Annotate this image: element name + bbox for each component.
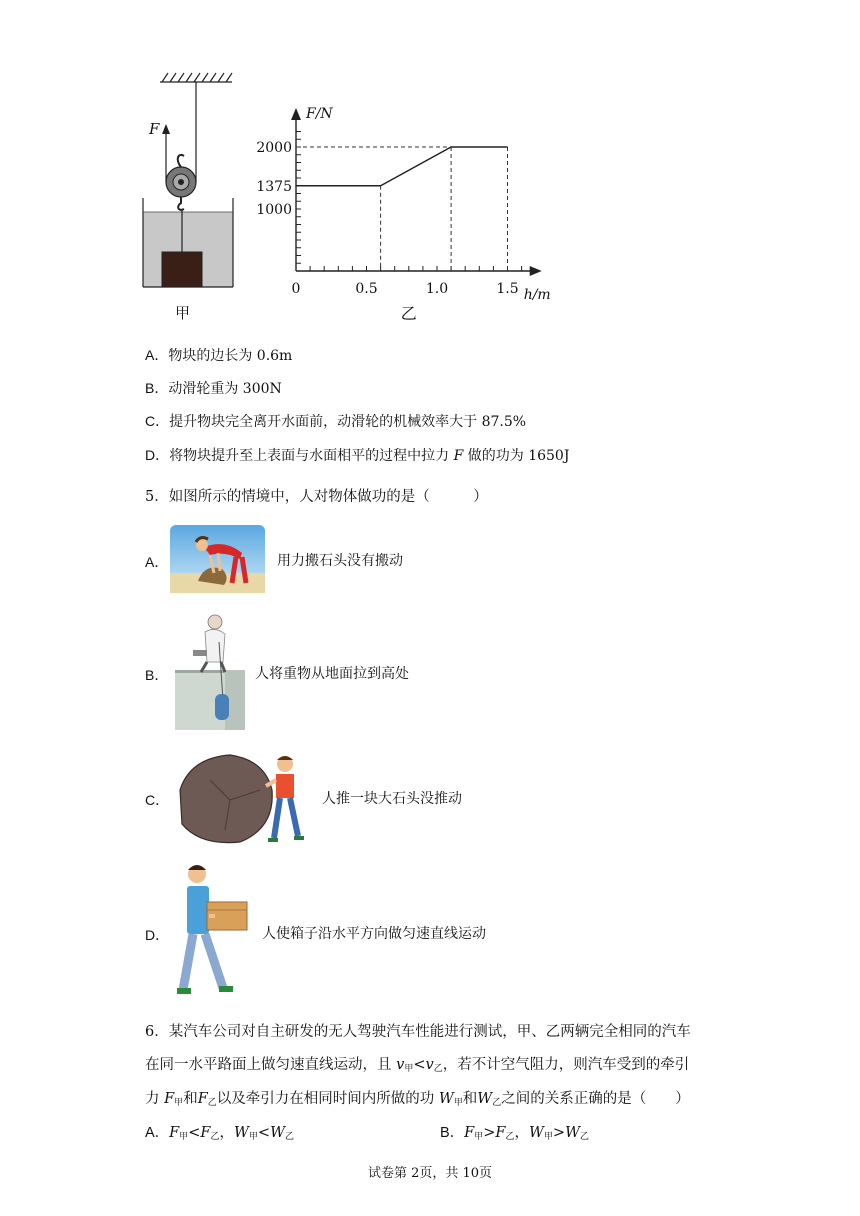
y-tick-label: 1375 <box>256 178 292 195</box>
x-tick-label: 0 <box>291 281 301 297</box>
q5-option-a-key: A． <box>145 554 169 570</box>
q4-option-a: A．物块的边长为 0.6m <box>145 347 293 364</box>
chart-caption: 乙 <box>400 304 417 323</box>
picture-carrying-box <box>175 862 255 1002</box>
x-tick-label: 0.5 <box>355 281 378 297</box>
q5-option-c-key: C． <box>145 792 170 808</box>
page-footer: 试卷第 2页，共 10页 <box>367 1166 493 1181</box>
x-axis-arrow <box>530 266 542 276</box>
force-height-chart <box>250 90 551 330</box>
picture-lifting-stone <box>170 525 265 593</box>
q5-option-b-text: 人将重物从地面拉到高处 <box>255 666 409 682</box>
x-tick-label: 1.5 <box>496 281 519 297</box>
x-axis-label: h/m <box>523 287 551 303</box>
x-tick-label: 1.0 <box>425 281 449 297</box>
force-series-line <box>296 147 508 186</box>
q4-option-d: D．将物块提升至上表面与水面相平的过程中拉力 F 做的功为 1650J <box>145 447 570 464</box>
q6-option-b: B．$F_甲>F_乙$，$W_甲>W_乙$ <box>440 1125 589 1142</box>
y-tick-label: 1000 <box>256 202 292 218</box>
y-axis-arrow <box>291 108 301 120</box>
y-tick-label: 2000 <box>256 140 292 156</box>
q5-option-d-text: 人使箱子沿水平方向做匀速直线运动 <box>262 926 486 942</box>
q6-line-2: 在同一水平路面上做匀速直线运动，且 $v_甲<v_乙$，若不计空气阻力，则汽车受到的牵引 <box>145 1057 690 1074</box>
q5-option-b-key: B． <box>145 667 169 683</box>
q5-option-c-text: 人推一块大石头没推动 <box>322 791 462 807</box>
q4-option-c: C．提升物块完全离开水面前，动滑轮的机械效率大于 87.5% <box>145 413 527 430</box>
q5-stem: 5．如图所示的情境中，人对物体做功的是（ ） <box>145 489 488 505</box>
q4-option-b: B．动滑轮重为 300N <box>145 380 282 397</box>
figure-jia-label: 甲 <box>175 304 191 322</box>
q6-line-1: 6．某汽车公司对自主研发的无人驾驶汽车性能进行测试，甲、乙两辆完全相同的汽车 <box>145 1024 691 1040</box>
q6-option-a: A．$F_甲<F_乙$，$W_甲<W_乙$ <box>145 1125 294 1142</box>
pulley-tank-figure <box>140 70 240 300</box>
q5-option-d-key: D． <box>145 927 170 943</box>
q6-line-3: 力 $F_甲$和$F_乙$以及牵引力在相同时间内所做的功 $W_甲$和$W_乙$之间的关系正确的是（ ） <box>145 1091 690 1108</box>
q5-option-a-text: 用力搬石头没有搬动 <box>277 553 403 569</box>
y-axis-label: F/N <box>306 106 333 122</box>
force-label: F <box>149 120 160 138</box>
picture-pulling-weight <box>175 612 245 730</box>
picture-pushing-rock <box>170 750 315 850</box>
